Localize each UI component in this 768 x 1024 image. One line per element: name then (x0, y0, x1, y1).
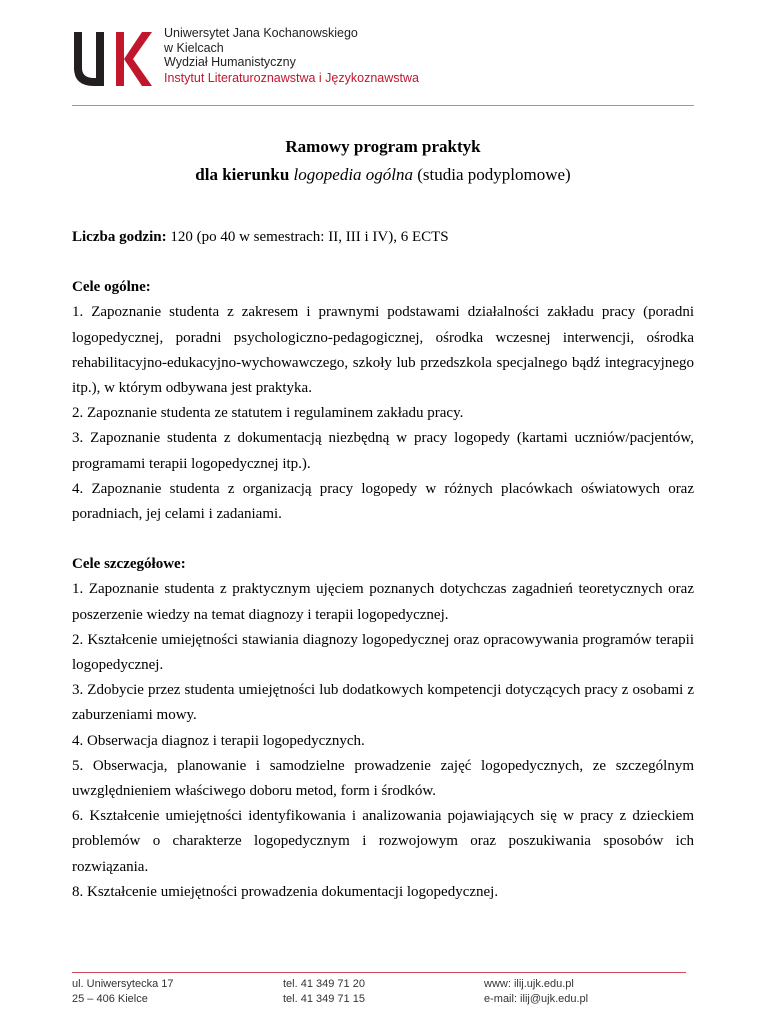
letterhead (72, 26, 694, 96)
list-item: 2. Kształcenie umiejętności stawiania diagnozy logopedycznej oraz opracowywania programów terapii logopedycznej. (72, 631, 694, 674)
list-item: 4. Obserwacja diagnoz i terapii logopedycznych. (72, 732, 365, 749)
institution-name (164, 26, 419, 85)
list-item: 4. Zapoznanie studenta z organizacją pracy logopedy w różnych placówkach oświatowych oraz poradniach, jej celami i zadaniami. (72, 480, 694, 523)
city-line: w Kielcach (164, 40, 224, 55)
general-goals-heading: Cele ogólne: (72, 279, 151, 296)
university-line: Uniwersytet Jana Kochanowskiego (164, 26, 358, 40)
list-item: 3. Zapoznanie studenta z dokumentacją niezbędną w pracy logopedy (kartami uczniów/pacjentów, programami terapii logopedycznej itp.). (72, 430, 694, 472)
list-item: 5. Obserwacja, planowanie i samodzielne prowadzenie zajęć logopedycznych, ze szczególnym uwzględnieniem właściwego doboru metod, form i środków. (72, 757, 694, 800)
list-item: 8. Kształcenie umiejętności prowadzenia dokumentacji logopedycznej. (72, 883, 499, 900)
list-item: 6. Kształcenie umiejętności identyfikowania i analizowania pojawiających się w pracy z dzieckiem problemów o charakterze logopedycznym i rozwojowym oraz poszukiwania sposobów ich rozwiązania. (72, 808, 694, 875)
subtitle-suffix: (studia podyplomowe) (417, 165, 571, 184)
list-item: 1. Zapoznanie studenta z praktycznym ujęciem poznanych dotychczas zagadnień teoretycznych oraz poszerzenie wiedzy na temat diagnozy i terapii logopedycznej. (72, 581, 694, 623)
email-link[interactable]: e-mail: ilij@ujk.edu.pl (484, 992, 589, 1005)
website-link[interactable]: www: ilij.ujk.edu.pl (484, 978, 574, 990)
footer-divider (72, 972, 686, 973)
subtitle-prefix: dla kierunku (195, 165, 290, 184)
phone-2: tel. 41 349 71 15 (283, 992, 365, 1005)
footer-contact (484, 977, 588, 1006)
document-subtitle (72, 165, 694, 185)
faculty-line: Wydział Humanistyczny (164, 55, 296, 69)
address-street: ul. Uniwersytecka 17 (72, 978, 174, 990)
document-title: Ramowy program praktyk (285, 137, 481, 156)
header-divider (72, 105, 694, 106)
address-city: 25 – 406 Kielce (72, 992, 148, 1005)
footer-address (72, 977, 174, 1006)
hours-value: 120 (po 40 w semestrach: II, III i IV), 6 ECTS (170, 229, 449, 245)
hours-label: Liczba godzin: (72, 229, 167, 245)
list-item: 2. Zapoznanie studenta ze statutem i regulaminem zakładu pracy. (72, 405, 464, 422)
document-body (72, 225, 694, 905)
list-item: 1. Zapoznanie studenta z zakresem i prawnymi podstawami działalności zakładu pracy (poradni logopedycznej, poradni psychologiczno-pedagogicznej, ośrodka wczesnej interwencji, ośrodka rehabilitacyjno-edukacyjno-wychowawczego, szkoły lub przedszkola specjalnego bądź integracyjnego itp.), w którym odbywana jest praktyka. (72, 304, 694, 397)
specific-goals-heading: Cele szczegółowe: (72, 556, 186, 573)
field-of-study: logopedia ogólna (293, 165, 414, 184)
ujk-logo (72, 28, 152, 92)
institute-line: Instytut Literaturoznawstwa i Językoznawstwa (164, 70, 419, 85)
footer-phones (283, 977, 365, 1006)
phone-1: tel. 41 349 71 20 (283, 978, 365, 990)
hours-line (72, 225, 694, 250)
list-item: 3. Zdobycie przez studenta umiejętności lub dodatkowych kompetencji dotyczących pracy z osobami z zaburzeniami mowy. (72, 682, 694, 724)
